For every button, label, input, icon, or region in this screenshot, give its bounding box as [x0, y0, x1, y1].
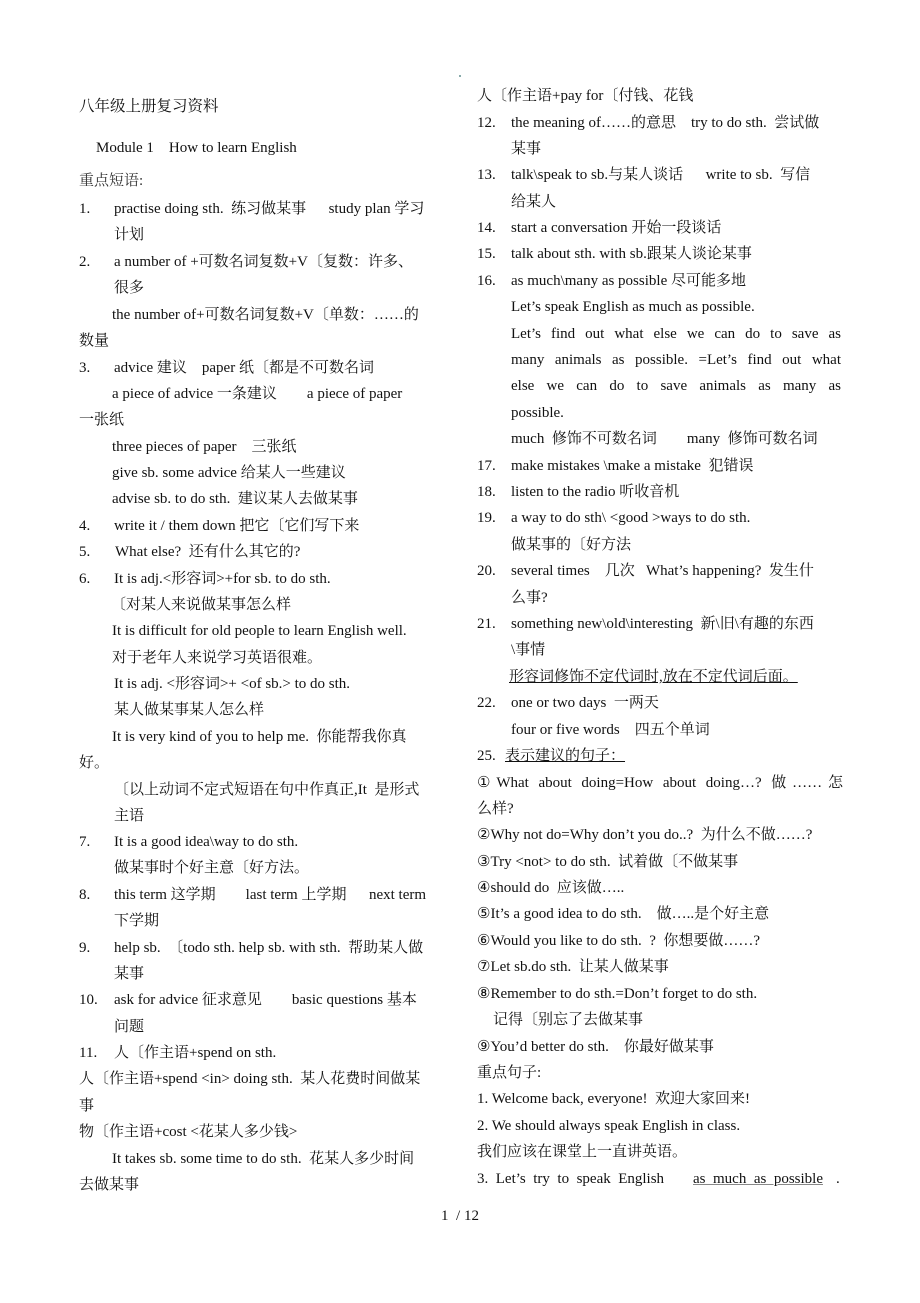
text-line: several times 几次 What’s happening? 发生什 — [511, 563, 814, 579]
list-item-number: 2. — [79, 254, 91, 270]
text-line: as much as possible — [693, 1171, 823, 1187]
list-item-number: 5. — [79, 544, 91, 560]
list-item-number: 21. — [477, 616, 496, 632]
text-line: 某事 — [114, 966, 145, 982]
page-marker-dot — [459, 75, 461, 77]
text-line: one or two days 一两天 — [511, 695, 659, 711]
text-line: 做某事的〔好方法 — [511, 537, 632, 553]
text-line: a number of +可数名词复数+V〔复数：许多、 — [114, 254, 413, 270]
text-line: ⑦Let sb.do sth. 让某人做某事 — [477, 959, 669, 975]
text-line: write it / them down 把它〔它们写下来 — [114, 518, 360, 534]
text-line: 某事 — [511, 141, 542, 157]
list-item-number: 25. — [477, 748, 496, 764]
text-line: 么样? — [477, 801, 514, 817]
text-line: many animals as possible. =Let’s find out what — [511, 352, 841, 368]
text-line: It is adj. <形容词>+ <of sb.> to do sth. — [114, 676, 351, 692]
document-title: 八年级上册复习资料 — [79, 97, 219, 115]
text-line: Let’s find out what else we can do to save as — [511, 326, 841, 342]
list-item-number: 12. — [477, 115, 496, 131]
list-item-number: 7. — [79, 834, 91, 850]
text-line: 表示建议的句子： — [505, 748, 626, 764]
text-line: ③Try <not> to do sth. 试着做〔不做某事 — [477, 854, 739, 870]
list-item-number: 15. — [477, 246, 496, 262]
list-item-number: 8. — [79, 887, 91, 903]
text-line: practise doing sth. 练习做某事 study plan 学习 — [114, 201, 425, 217]
text-line: 人〔作主语+spend on sth. — [114, 1045, 277, 1061]
text-line: ask for advice 征求意见 basic questions 基本 — [114, 992, 417, 1008]
text-line: It is difficult for old people to learn English well. — [112, 623, 407, 639]
list-item-number: 6. — [79, 571, 91, 587]
module-heading: Module 1 How to learn English — [96, 140, 297, 156]
text-line: the meaning of……的意思 try to do sth. 尝试做 — [511, 115, 820, 131]
text-line: ②Why not do=Why don’t you do..? 为什么不做……? — [477, 827, 813, 843]
text-line: the number of+可数名词复数+V〔单数：……的 — [112, 307, 419, 323]
text-line: much 修饰不可数名词 many 修饰可数名词 — [511, 431, 818, 447]
text-line: a piece of advice 一条建议 a piece of paper — [112, 386, 403, 402]
text-line: three pieces of paper 三张纸 — [112, 439, 297, 455]
text-line: as much\many as possible 尽可能多地 — [511, 273, 746, 289]
text-line: help sb. 〔todo sth. help sb. with sth. 帮助某人做 — [114, 940, 424, 956]
text-line: . — [836, 1171, 840, 1187]
text-line: It takes sb. some time to do sth. 花某人多少时间 — [112, 1151, 415, 1167]
section-heading-phrases: 重点短语: — [79, 173, 144, 189]
text-line: else we can do to save animals as many as — [511, 378, 841, 394]
text-line: 一张纸 — [79, 412, 125, 428]
text-line: 2. We should always speak English in class. — [477, 1118, 741, 1134]
text-line: It is very kind of you to help me. 你能帮我你真 — [112, 729, 407, 745]
text-line: 〔对某人来说做某事怎么样 — [111, 597, 292, 613]
text-line: ⑥Would you like to do sth. ? 你想要做……? — [477, 933, 761, 949]
text-line: something new\old\interesting 新\旧\有趣的东西 — [511, 616, 814, 632]
list-item-number: 20. — [477, 563, 496, 579]
text-line: 记得〔别忘了去做某事 — [493, 1012, 644, 1028]
text-line: start a conversation 开始一段谈话 — [511, 220, 722, 236]
text-line: advice 建议 paper 纸〔都是不可数名词 — [114, 360, 374, 376]
text-line: 〔以上动词不定式短语在句中作真正,It 是形式 — [114, 782, 420, 798]
list-item-number: 18. — [477, 484, 496, 500]
list-item-number: 13. — [477, 167, 496, 183]
text-line: this term 这学期 last term 上学期 next term — [114, 887, 427, 903]
text-line: 人〔作主语+spend <in> doing sth. 某人花费时间做某 — [79, 1071, 421, 1087]
text-line: 做某事时个好主意〔好方法。 — [114, 860, 310, 876]
text-line: 事 — [79, 1098, 95, 1114]
page-indicator: 1 / 12 — [441, 1208, 479, 1224]
text-line: It is a good idea\way to do sth. — [114, 834, 299, 850]
text-line: 计划 — [114, 227, 145, 243]
text-line: It is adj.<形容词>+for sb. to do sth. — [114, 571, 331, 587]
list-item-number: 11. — [79, 1045, 98, 1061]
text-line: 3. Let’s try to speak English — [477, 1171, 668, 1187]
list-item-number: 16. — [477, 273, 496, 289]
text-line: ①What about doing=How about doing…? 做……怎 — [477, 775, 843, 791]
text-line: 人〔作主语+pay for〔付钱、花钱 — [477, 88, 694, 104]
list-item-number: 17. — [477, 458, 496, 474]
text-line: 重点句子: — [477, 1065, 542, 1081]
text-line: 去做某事 — [79, 1177, 140, 1193]
list-item-number: 14. — [477, 220, 496, 236]
text-line: 很多 — [114, 280, 145, 296]
text-line: four or five words 四五个单词 — [511, 722, 710, 738]
text-line: What else? 还有什么其它的? — [115, 544, 301, 560]
list-item-number: 1. — [79, 201, 91, 217]
list-item-number: 9. — [79, 940, 91, 956]
text-line: 形容词修饰不定代词时,放在不定代词后面。 — [509, 669, 798, 685]
list-item-number: 19. — [477, 510, 496, 526]
text-line: 我们应该在课堂上一直讲英语。 — [477, 1144, 688, 1160]
text-line: Let’s speak English as much as possible. — [511, 299, 755, 315]
text-line: 好。 — [79, 755, 110, 771]
text-line: 问题 — [114, 1019, 145, 1035]
text-line: 么事? — [511, 590, 548, 606]
text-line: ④should do 应该做….. — [477, 880, 625, 896]
text-line: ⑨You’d better do sth. 你最好做某事 — [477, 1039, 714, 1055]
text-line: make mistakes \make a mistake 犯错误 — [511, 458, 754, 474]
text-line: possible. — [511, 405, 564, 421]
text-line: talk\speak to sb.与某人谈话 write to sb. 写信 — [511, 167, 811, 183]
text-line: talk about sth. with sb.跟某人谈论某事 — [511, 246, 752, 262]
text-line: 数量 — [79, 333, 110, 349]
text-line: 给某人 — [511, 194, 557, 210]
text-line: ⑧Remember to do sth.=Don’t forget to do sth. — [477, 986, 758, 1002]
text-line: 物〔作主语+cost <花某人多少钱> — [79, 1124, 298, 1140]
text-line: 主语 — [114, 808, 145, 824]
text-line: a way to do sth\ <good >ways to do sth. — [511, 510, 751, 526]
list-item-number: 4. — [79, 518, 91, 534]
text-line: 1. Welcome back, everyone! 欢迎大家回来! — [477, 1091, 751, 1107]
list-item-number: 10. — [79, 992, 98, 1008]
text-line: 下学期 — [114, 913, 160, 929]
text-line: give sb. some advice 给某人一些建议 — [112, 465, 346, 481]
list-item-number: 3. — [79, 360, 91, 376]
text-line: listen to the radio 听收音机 — [511, 484, 680, 500]
text-line: 某人做某事某人怎么样 — [114, 702, 265, 718]
list-item-number: 22. — [477, 695, 496, 711]
text-line: ⑤It’s a good idea to do sth. 做…..是个好主意 — [477, 906, 770, 922]
text-line: advise sb. to do sth. 建议某人去做某事 — [112, 491, 358, 507]
text-line: \事情 — [511, 642, 546, 658]
text-line: 对于老年人来说学习英语很难。 — [112, 650, 323, 666]
